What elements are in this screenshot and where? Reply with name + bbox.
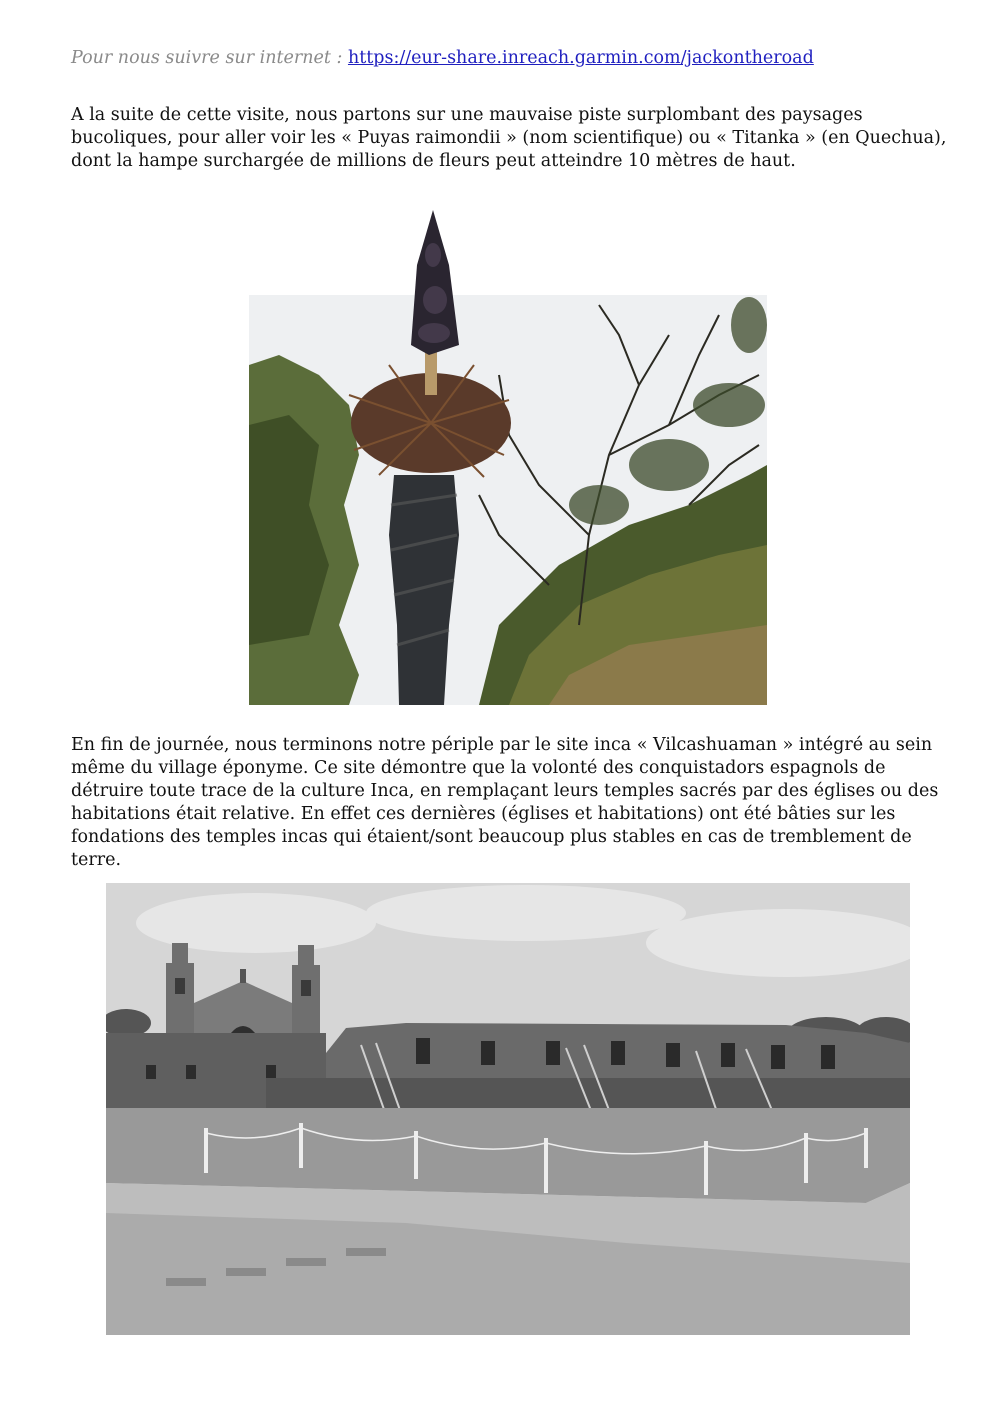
follow-label: Pour nous suivre sur internet : bbox=[71, 48, 343, 68]
paragraph-vilcashuaman: En fin de journée, nous terminons notre périple par le site inca « Vilcashuaman » intégré au sein même du village éponyme. Ce site démontre que la volonté des conquistadors espagnols de détruire toute trace de la culture Inca, en remplaçant leurs temples sacrés par des églises ou des habitations était relative. En effet ces dernières (églises et habitations) ont été bâties sur les fondations des temples incas qui étaient/sont beaucoup plus stables en cas de tremblement de terre. bbox=[71, 735, 939, 870]
tracking-link[interactable]: https://eur-share.inreach.garmin.com/jackontheroad bbox=[347, 48, 814, 68]
puya-raimondii-photo bbox=[249, 205, 767, 705]
follow-line bbox=[71, 48, 814, 68]
vilcashuaman-site-photo bbox=[106, 883, 910, 1335]
paragraph-puya: A la suite de cette visite, nous partons sur une mauvaise piste surplombant des paysages bucoliques, pour aller voir les « Puyas raimondii » (nom scientifique) ou « Titanka » (en Quechua), dont la hampe surchargée de millions de fleurs peut atteindre 10 mètres de haut. bbox=[71, 105, 947, 171]
